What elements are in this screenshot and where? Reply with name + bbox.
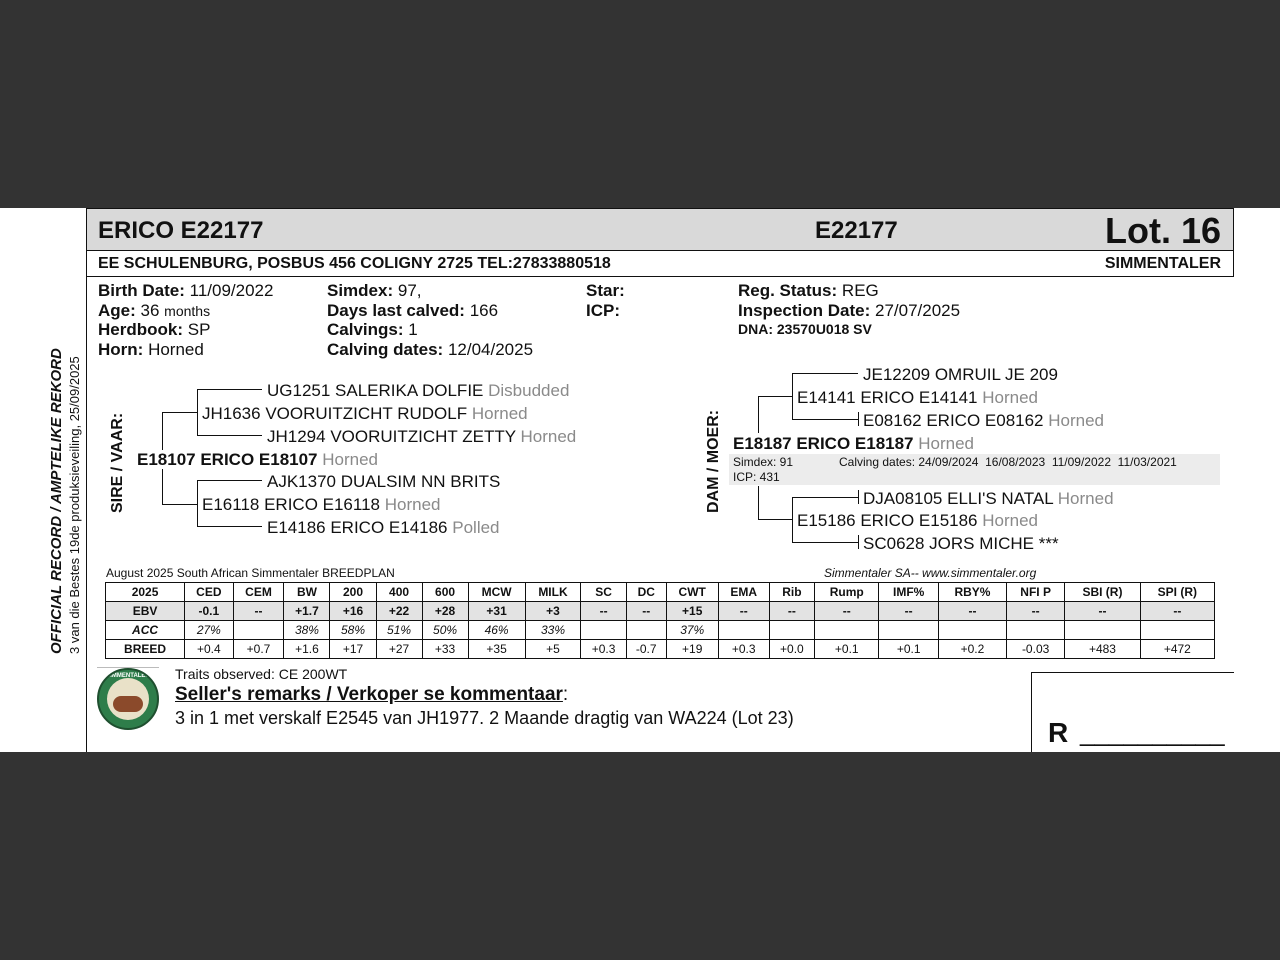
ebv-cell: EMA	[718, 583, 769, 602]
ebv-cell: 58%	[330, 621, 376, 640]
sire-name: E18107 ERICO E18107 Horned	[137, 450, 379, 469]
ebv-cell: --	[233, 602, 284, 621]
sire-sire: JH1636 VOORUITZICHT RUDOLF Horned	[202, 404, 528, 423]
ebv-cell: +15	[666, 602, 718, 621]
dam-icp: ICP: 431	[733, 470, 780, 484]
sire-dam-dam: E14186 ERICO E14186 Polled	[267, 518, 500, 537]
ebv-cell: 200	[330, 583, 376, 602]
ebv-cell: +0.2	[938, 640, 1006, 659]
ebv-cell	[879, 621, 938, 640]
ebv-cell	[1065, 621, 1140, 640]
ebv-cell: +0.3	[581, 640, 626, 659]
price-box	[1031, 672, 1234, 752]
icp-label: ICP:	[586, 301, 620, 320]
ebv-cell: +31	[468, 602, 525, 621]
calvings: Calvings: 1	[327, 320, 418, 339]
sire-dam: E16118 ERICO E16118 Horned	[202, 495, 441, 514]
breeder-band	[86, 251, 1234, 277]
logo-text: SIMMENTALER	[106, 673, 150, 679]
ebv-cell: -0.03	[1007, 640, 1065, 659]
ebv-cell: +16	[330, 602, 376, 621]
official-record-label: OFFICIAL RECORD / AMPTELIKE REKORD	[48, 348, 65, 654]
ebv-cell: --	[718, 602, 769, 621]
ebv-cell: +0.1	[815, 640, 879, 659]
breeder-address: EE SCHULENBURG, POSBUS 456 COLIGNY 2725 TEL:27833880518	[98, 255, 611, 272]
simdex: Simdex: 97,	[327, 281, 422, 300]
birth-date: Birth Date: 11/09/2022	[98, 281, 274, 300]
ebv-cell: 2025	[106, 583, 185, 602]
ebv-cell: BW	[284, 583, 330, 602]
ebv-cell: CEM	[233, 583, 284, 602]
ebv-cell: NFI P	[1007, 583, 1065, 602]
seller-remarks: 3 in 1 met verskalf E2545 van JH1977. 2 Maande dragtig van WA224 (Lot 23)	[175, 708, 794, 728]
days-last-calved: Days last calved: 166	[327, 301, 499, 320]
ebv-cell	[1007, 621, 1065, 640]
dna-code: DNA: 23570U018 SV	[738, 321, 872, 337]
ebv-cell	[815, 621, 879, 640]
ebv-cell: +3	[525, 602, 581, 621]
ebv-cell	[938, 621, 1006, 640]
star-label: Star:	[586, 281, 625, 300]
ebv-cell: EBV	[106, 602, 185, 621]
ebv-cell: +22	[376, 602, 422, 621]
ebv-cell: +0.4	[185, 640, 233, 659]
ebv-cell: MCW	[468, 583, 525, 602]
dam-calving-dates: Calving dates: 24/09/2024 16/08/2023 11/09/2022 11/03/2021	[839, 455, 1177, 469]
ebv-cell: Rib	[769, 583, 814, 602]
ebv-cell: +28	[422, 602, 468, 621]
ebv-cell: 46%	[468, 621, 525, 640]
ebv-cell: DC	[626, 583, 666, 602]
ebv-cell: 50%	[422, 621, 468, 640]
ebv-cell: ACC	[106, 621, 185, 640]
ebv-cell: --	[1065, 602, 1140, 621]
ebv-cell	[581, 621, 626, 640]
logo-badge	[97, 668, 159, 730]
sire-sire-sire: UG1251 SALERIKA DOLFIE Disbudded	[267, 381, 570, 400]
price-blank-line[interactable]: __________	[1080, 717, 1225, 747]
ebv-cell: --	[938, 602, 1006, 621]
ebv-cell	[626, 621, 666, 640]
ebv-cell: --	[815, 602, 879, 621]
dam-simdex: Simdex: 91	[733, 455, 794, 469]
ebv-cell: -0.1	[185, 602, 233, 621]
ebv-cell: CWT	[666, 583, 718, 602]
dam-dam-dam: SC0628 JORS MICHE ***	[863, 534, 1059, 553]
ebv-cell: --	[879, 602, 938, 621]
ebv-cell: +472	[1140, 640, 1214, 659]
ebv-cell: +0.3	[718, 640, 769, 659]
ebv-table	[105, 582, 1215, 659]
ebv-cell	[718, 621, 769, 640]
traits-observed: Traits observed: CE 200WT	[175, 666, 348, 682]
ebv-cell: --	[626, 602, 666, 621]
lot-number: Lot. 16	[1104, 210, 1221, 251]
ebv-cell: CED	[185, 583, 233, 602]
ebv-cell: --	[769, 602, 814, 621]
ebv-cell: --	[1140, 602, 1214, 621]
ebv-cell: +1.6	[284, 640, 330, 659]
ebv-cell: IMF%	[879, 583, 938, 602]
ebv-cell: 38%	[284, 621, 330, 640]
ebv-header-row	[106, 583, 1215, 602]
breedplan-caption: August 2025 South African Simmentaler BREEDPLAN	[106, 566, 395, 580]
ebv-values-row	[106, 602, 1215, 621]
ebv-cell: +27	[376, 640, 422, 659]
breed-average-row	[106, 640, 1215, 659]
lot-card	[0, 208, 1280, 752]
ebv-cell: 51%	[376, 621, 422, 640]
ebv-cell: +0.1	[879, 640, 938, 659]
sire-sire-dam: JH1294 VOORUITZICHT ZETTY Horned	[267, 427, 577, 446]
sire-dam-sire: AJK1370 DUALSIM NN BRITS	[267, 472, 501, 491]
dam-side-label: DAM / MOER:	[705, 409, 722, 513]
animal-name: ERICO E22177	[98, 217, 264, 244]
ebv-cell: +17	[330, 640, 376, 659]
ebv-cell: 33%	[525, 621, 581, 640]
dam-sire-dam: E08162 ERICO E08162 Horned	[863, 411, 1105, 430]
ebv-cell: +1.7	[284, 602, 330, 621]
ebv-cell: +483	[1065, 640, 1140, 659]
ebv-cell: -0.7	[626, 640, 666, 659]
ebv-cell: +19	[666, 640, 718, 659]
ebv-cell: +35	[468, 640, 525, 659]
ebv-cell: MILK	[525, 583, 581, 602]
ebv-cell: RBY%	[938, 583, 1006, 602]
ebv-cell: +33	[422, 640, 468, 659]
ebv-cell: Rump	[815, 583, 879, 602]
ebv-cell: 400	[376, 583, 422, 602]
dam-sire-sire: JE12209 OMRUIL JE 209	[863, 365, 1058, 384]
ebv-cell: SBI (R)	[1065, 583, 1140, 602]
ebv-cell: 600	[422, 583, 468, 602]
dam-sire: E14141 ERICO E14141 Horned	[797, 388, 1039, 407]
ebv-cell	[769, 621, 814, 640]
breedplan-website: Simmentaler SA-- www.simmentaler.org	[824, 566, 1037, 580]
dam-dam-sire: DJA08105 ELLI'S NATAL Horned	[863, 489, 1114, 508]
dam-name: E18187 ERICO E18187 Horned	[733, 434, 975, 453]
sale-name-label: 3 van die Bestes 19de produksieveiling, 25/09/2025	[67, 356, 82, 654]
animal-id: E22177	[815, 217, 898, 244]
ebv-cell	[233, 621, 284, 640]
ebv-accuracy-row	[106, 621, 1215, 640]
ebv-cell: SC	[581, 583, 626, 602]
ebv-cell: --	[1007, 602, 1065, 621]
reg-status: Reg. Status: REG	[738, 281, 879, 300]
herdbook: Herdbook: SP	[98, 320, 211, 339]
ebv-cell: 37%	[666, 621, 718, 640]
header-band	[86, 208, 1234, 251]
horn-status: Horn: Horned	[98, 340, 204, 359]
ebv-cell	[1140, 621, 1214, 640]
ebv-cell: 27%	[185, 621, 233, 640]
breed-name: SIMMENTALER	[1104, 255, 1221, 272]
ebv-cell: --	[581, 602, 626, 621]
ebv-cell: +0.0	[769, 640, 814, 659]
ebv-cell: +5	[525, 640, 581, 659]
calving-dates: Calving dates: 12/04/2025	[327, 340, 534, 359]
ebv-cell: SPI (R)	[1140, 583, 1214, 602]
sire-side-label: SIRE / VAAR:	[109, 412, 126, 513]
age: Age: 36 months	[98, 301, 211, 320]
price-currency: R	[1048, 717, 1069, 748]
inspection-date: Inspection Date: 27/07/2025	[738, 301, 961, 320]
remarks-title: Seller's remarks / Verkoper se kommentaar:	[175, 684, 569, 705]
ebv-cell: BREED	[106, 640, 185, 659]
dam-dam: E15186 ERICO E15186 Horned	[797, 511, 1039, 530]
ebv-cell: +0.7	[233, 640, 284, 659]
